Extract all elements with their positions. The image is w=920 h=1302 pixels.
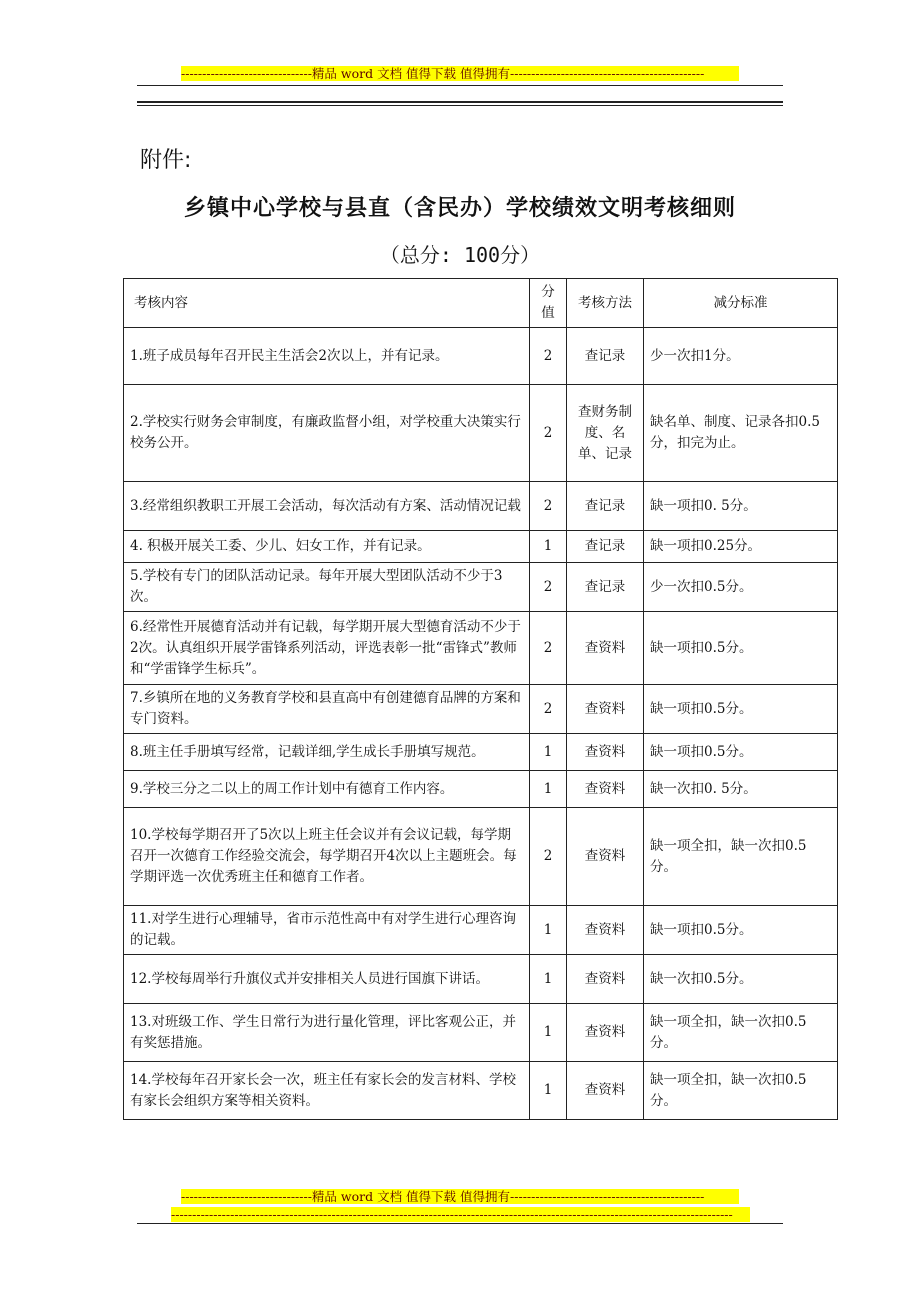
row-score: 2 — [530, 808, 567, 906]
footer-banner: -------------------------------精品 word 文档 值得下载 值得拥有---------------------------------------------- — [181, 1189, 739, 1204]
table-row — [124, 771, 838, 808]
header-rule-double-2 — [137, 105, 783, 106]
row-method: 查记录 — [567, 328, 644, 385]
row-deduction: 缺一项扣0.5分。 — [644, 906, 838, 955]
footer-dash-line: ------------------------------------------------------------------------------------------------------------------------------------- — [171, 1207, 750, 1222]
row-method: 查资料 — [567, 734, 644, 771]
row-deduction: 缺一项扣0.25分。 — [644, 531, 838, 563]
row-content: 7.乡镇所在地的义务教育学校和县直高中有创建德育品牌的方案和专门资料。 — [124, 685, 530, 734]
row-score: 1 — [530, 1062, 567, 1120]
row-deduction: 缺名单、制度、记录各扣0.5分，扣完为止。 — [644, 385, 838, 482]
table-row — [124, 385, 838, 482]
table-header-row — [124, 279, 838, 328]
header-content: 考核内容 — [124, 279, 530, 328]
attachment-label: 附件: — [140, 148, 192, 173]
table-row — [124, 906, 838, 955]
row-method: 查记录 — [567, 482, 644, 531]
document-title: 乡镇中心学校与县直（含民办）学校绩效文明考核细则 — [183, 196, 736, 221]
row-score: 2 — [530, 328, 567, 385]
row-deduction: 缺一项扣0.5分。 — [644, 685, 838, 734]
row-deduction: 少一次扣0.5分。 — [644, 563, 838, 612]
row-content: 6.经常性开展德育活动并有记载，每学期开展大型德育活动不少于2次。认真组织开展学雷锋系列活动，评选表彰一批“雷锋式”教师和“学雷锋学生标兵”。 — [124, 612, 530, 685]
row-score: 2 — [530, 563, 567, 612]
row-deduction: 缺一次扣0. 5分。 — [644, 771, 838, 808]
row-method: 查记录 — [567, 531, 644, 563]
row-score: 1 — [530, 734, 567, 771]
row-method: 查资料 — [567, 1004, 644, 1062]
row-score: 1 — [530, 906, 567, 955]
row-content: 1.班子成员每年召开民主生活会2次以上，并有记录。 — [124, 328, 530, 385]
row-method: 查资料 — [567, 955, 644, 1004]
table-row — [124, 482, 838, 531]
row-method: 查资料 — [567, 1062, 644, 1120]
table-row — [124, 328, 838, 385]
row-content: 12.学校每周举行升旗仪式并安排相关人员进行国旗下讲话。 — [124, 955, 530, 1004]
row-method: 查资料 — [567, 612, 644, 685]
row-deduction: 缺一次扣0.5分。 — [644, 955, 838, 1004]
row-content: 11.对学生进行心理辅导，省市示范性高中有对学生进行心理咨询的记载。 — [124, 906, 530, 955]
row-deduction: 缺一项全扣，缺一次扣0.5分。 — [644, 1004, 838, 1062]
row-content: 14.学校每年召开家长会一次，班主任有家长会的发言材料、学校有家长会组织方案等相关资料。 — [124, 1062, 530, 1120]
row-content: 10.学校每学期召开了5次以上班主任会议并有会议记载，每学期召开一次德育工作经验交流会，每学期召开4次以上主题班会。每学期评选一次优秀班主任和德育工作者。 — [124, 808, 530, 906]
row-content: 5.学校有专门的团队活动记录。每年开展大型团队活动不少于3次。 — [124, 563, 530, 612]
row-content: 2.学校实行财务会审制度，有廉政监督小组，对学校重大决策实行校务公开。 — [124, 385, 530, 482]
table-row — [124, 563, 838, 612]
row-content: 4. 积极开展关工委、少儿、妇女工作，并有记录。 — [124, 531, 530, 563]
table-row — [124, 955, 838, 1004]
row-content: 9.学校三分之二以上的周工作计划中有德育工作内容。 — [124, 771, 530, 808]
row-score: 1 — [530, 531, 567, 563]
row-score: 1 — [530, 771, 567, 808]
row-deduction: 缺一项扣0.5分。 — [644, 612, 838, 685]
document-subtitle: （总分: 100分） — [379, 243, 541, 267]
header-rule-double — [137, 101, 783, 103]
row-method: 查资料 — [567, 808, 644, 906]
row-content: 13.对班级工作、学生日常行为进行量化管理，评比客观公正，并有奖惩措施。 — [124, 1004, 530, 1062]
header-deduction: 减分标准 — [644, 279, 838, 328]
row-deduction: 缺一项扣0.5分。 — [644, 734, 838, 771]
table-row — [124, 531, 838, 563]
row-score: 2 — [530, 685, 567, 734]
row-method: 查资料 — [567, 771, 644, 808]
row-deduction: 缺一项全扣，缺一次扣0.5分。 — [644, 1062, 838, 1120]
footer-rule — [137, 1223, 783, 1224]
row-method: 查资料 — [567, 906, 644, 955]
row-score: 1 — [530, 1004, 567, 1062]
row-deduction: 少一次扣1分。 — [644, 328, 838, 385]
row-score: 2 — [530, 612, 567, 685]
row-method: 查财务制度、名单、记录 — [567, 385, 644, 482]
assessment-table — [123, 278, 838, 1120]
row-score: 2 — [530, 482, 567, 531]
row-content: 3.经常组织教职工开展工会活动，每次活动有方案、活动情况记载 — [124, 482, 530, 531]
table-row — [124, 685, 838, 734]
row-score: 1 — [530, 955, 567, 1004]
row-method: 查记录 — [567, 563, 644, 612]
table-row — [124, 1062, 838, 1120]
table-row — [124, 734, 838, 771]
header-method: 考核方法 — [567, 279, 644, 328]
row-deduction: 缺一项全扣，缺一次扣0.5分。 — [644, 808, 838, 906]
row-method: 查资料 — [567, 685, 644, 734]
header-banner: -------------------------------精品 word 文档 值得下载 值得拥有---------------------------------------------- — [181, 66, 739, 81]
header-rule-thin — [137, 85, 783, 86]
row-deduction: 缺一项扣0. 5分。 — [644, 482, 838, 531]
row-score: 2 — [530, 385, 567, 482]
table-row — [124, 808, 838, 906]
table-row — [124, 1004, 838, 1062]
row-content: 8.班主任手册填写经常，记载详细,学生成长手册填写规范。 — [124, 734, 530, 771]
table-row — [124, 612, 838, 685]
header-score: 分值 — [530, 279, 567, 328]
